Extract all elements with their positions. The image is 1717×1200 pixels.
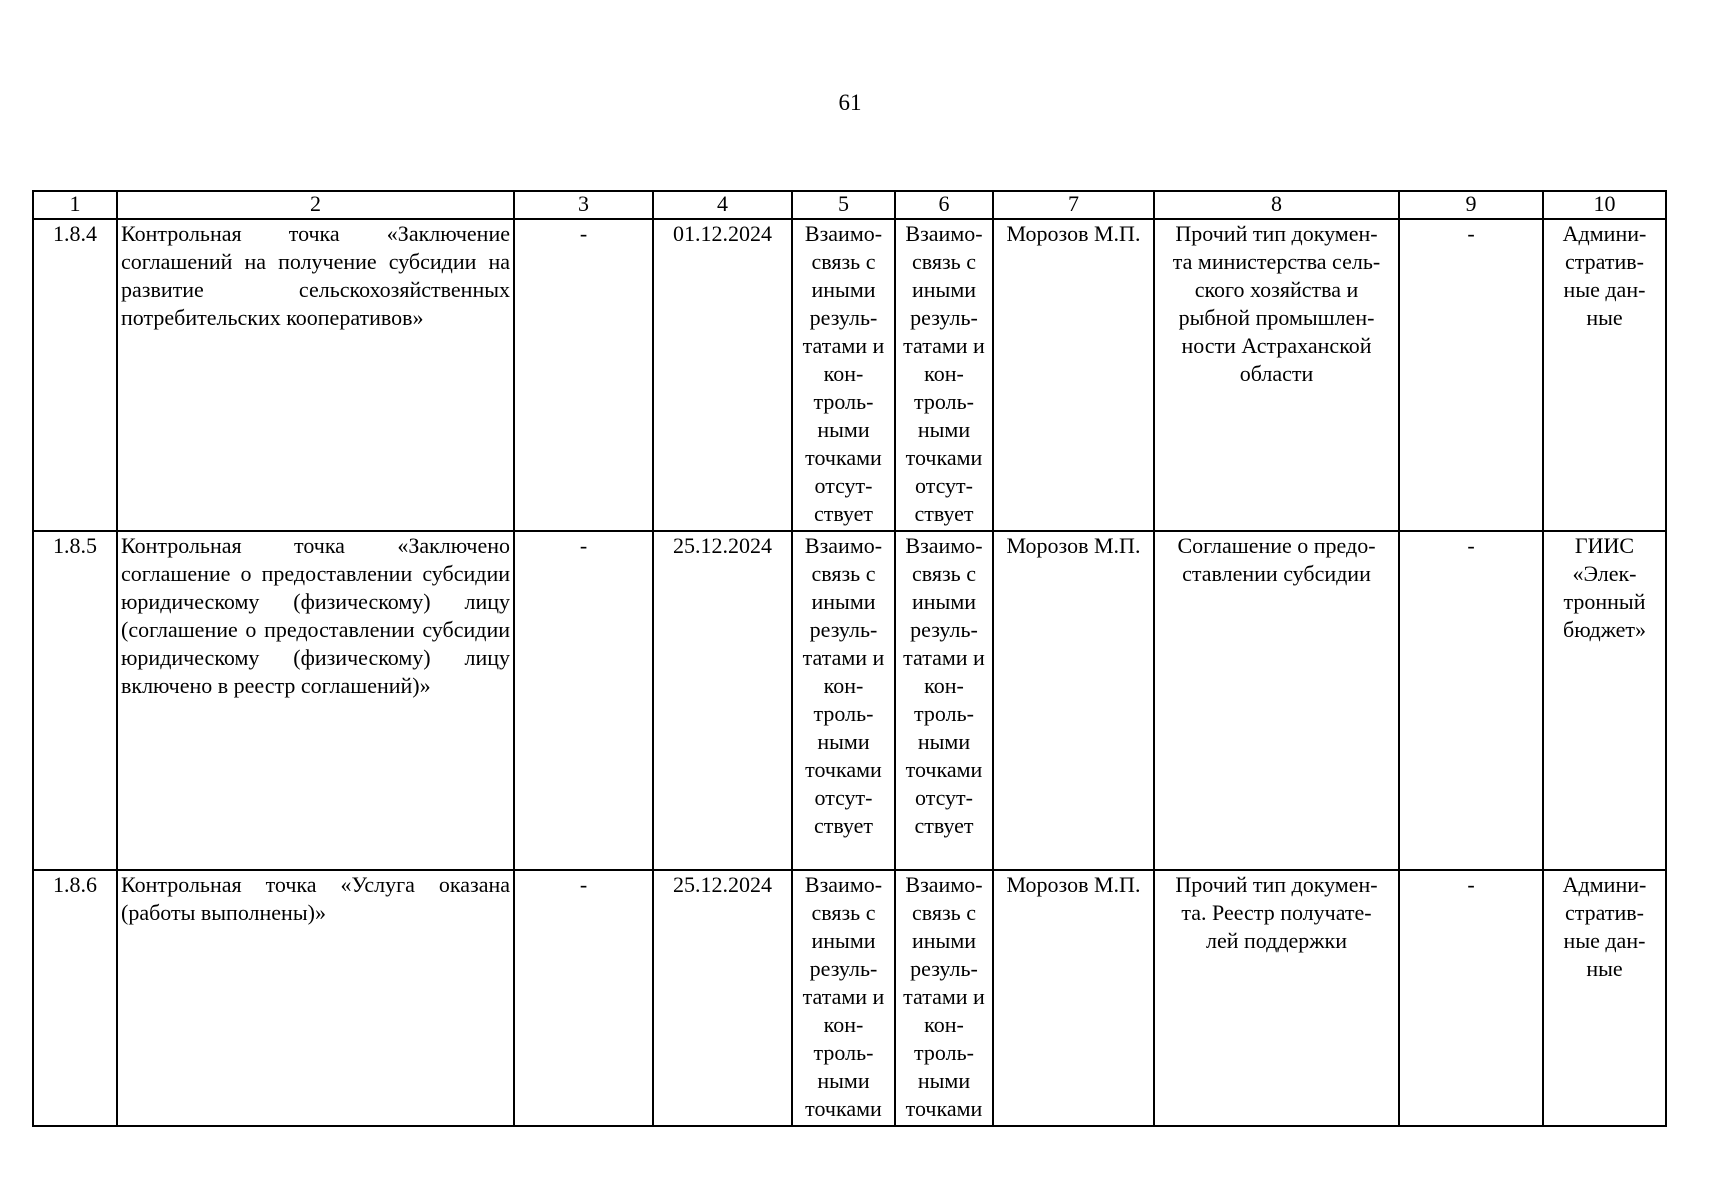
row-col6-line: связь с [912,900,976,925]
row-col9: - [1399,219,1543,531]
row-source-line: Админи- [1562,872,1647,897]
row-number: 1.8.6 [33,870,117,1126]
row-document-line: Соглашение о предо- [1177,533,1376,558]
row-date: 01.12.2024 [653,219,792,531]
row-col3: - [514,870,653,1126]
row-date: 25.12.2024 [653,870,792,1126]
row-col5-line: Взаимо- [804,872,883,897]
row-col6-line: отсут- [914,473,973,498]
row-number: 1.8.4 [33,219,117,531]
row-col6 [895,219,993,531]
row-document-line: ставлении субсидии [1182,561,1371,586]
row-col6-line: резуль- [910,617,978,642]
col-header-8: 8 [1154,191,1399,219]
row-document [1154,531,1399,870]
col-header-7: 7 [993,191,1154,219]
row-col6-line: Взаимо- [905,533,983,558]
row-col5-line: точками [805,757,882,782]
row-document-line: рыбной промышлен- [1178,305,1375,330]
row-source-line: «Элек- [1572,561,1637,586]
row-source-line: стратив- [1565,249,1644,274]
row-col5 [792,219,895,531]
row-col6-line: татами и [903,645,985,670]
row-col5-line: ными [817,729,870,754]
row-col6-line: кон- [924,673,964,698]
row-document-line: Прочий тип докумен- [1175,221,1378,246]
row-col5-line: точками [805,445,882,470]
table-row [33,870,1666,1126]
page-number: 61 [838,90,862,115]
row-source-line: бюджет» [1563,617,1646,642]
row-source-line: ные [1586,956,1623,981]
row-col5 [792,870,895,1126]
row-responsible: Морозов М.П. [993,870,1154,1126]
row-description: Контрольная точка «Услуга оказана (работы выполнены)» [117,870,514,1126]
row-col5-line: иными [811,928,876,953]
row-col6-line: резуль- [910,305,978,330]
row-number: 1.8.5 [33,531,117,870]
col-header-9: 9 [1399,191,1543,219]
col-header-1: 1 [33,191,117,219]
row-source-line: Админи- [1562,221,1647,246]
col-header-3: 3 [514,191,653,219]
row-document [1154,870,1399,1126]
row-source-line: ные дан- [1563,928,1646,953]
col-header-4: 4 [653,191,792,219]
row-col5-line: Взаимо- [804,221,883,246]
row-source-line: ГИИС [1574,533,1635,558]
row-col5-line: резуль- [809,956,878,981]
row-date: 25.12.2024 [653,531,792,870]
row-document-line: области [1239,361,1314,386]
row-document-line: ности Астраханской [1181,333,1372,358]
row-col5-line: связь с [811,561,876,586]
row-col6-line: иными [911,277,977,302]
row-col5-line: ными [817,417,870,442]
row-col3: - [514,531,653,870]
row-col6-line: отсут- [914,785,973,810]
col-header-5: 5 [792,191,895,219]
row-source [1543,531,1666,870]
row-col5-line: ными [817,1068,870,1093]
row-col5-line: Взаимо- [804,533,883,558]
row-col5-line: троль- [813,1040,874,1065]
row-description: Контрольная точка «Заключение соглашений на получение субсидии на развитие сельскохозяйственных потребительских кооперативов» [117,219,514,531]
row-source-line: ные дан- [1563,277,1646,302]
table-row [33,219,1666,531]
row-col6-line: Взаимо- [905,221,983,246]
row-source [1543,870,1666,1126]
row-responsible: Морозов М.П. [993,219,1154,531]
row-col9: - [1399,870,1543,1126]
row-col6-line: ными [917,1068,971,1093]
row-col6-line: троль- [914,701,974,726]
row-source-line: тронный [1563,589,1646,614]
row-col5-line: отсут- [814,785,873,810]
row-col6-line: ствует [914,501,974,526]
row-col6-line: связь с [912,561,976,586]
row-document-line: та. Реестр получате- [1181,900,1372,925]
row-col6-line: кон- [924,1012,964,1037]
row-col6-line: кон- [924,361,964,386]
row-document-line: лей поддержки [1206,928,1347,953]
col-header-6: 6 [895,191,993,219]
header-row [33,191,1666,219]
row-col5-line: татами и [802,333,885,358]
row-col5-line: ствует [813,813,874,838]
row-col5-line: татами и [802,645,885,670]
row-col6-line: связь с [912,249,976,274]
row-col6-line: иными [911,928,977,953]
row-col6-line: ствует [914,813,974,838]
row-document-line: Прочий тип докумен- [1175,872,1378,897]
row-col6-line: Взаимо- [905,872,983,897]
row-description: Контрольная точка «Заключено соглашение о предоставлении субсидии юридическому (физическому) лицу (соглашение о предоставлении субсидии юридическому (физическому) лицу включено в реестр соглашений)» [117,531,514,870]
row-col5 [792,531,895,870]
row-col5-line: кон- [823,673,864,698]
row-responsible: Морозов М.П. [993,531,1154,870]
table-row [33,531,1666,870]
row-col6-line: иными [911,589,977,614]
row-source-line: ные [1586,305,1623,330]
row-col5-line: кон- [823,361,864,386]
row-col5-line: связь с [811,249,876,274]
row-source-line: стратив- [1565,900,1644,925]
row-col6 [895,531,993,870]
col-header-10: 10 [1543,191,1666,219]
row-col5-line: троль- [813,701,874,726]
row-col3: - [514,219,653,531]
row-col6-line: точками [905,445,983,470]
col-header-2: 2 [117,191,514,219]
row-source [1543,219,1666,531]
row-col5-line: кон- [823,1012,864,1037]
row-col9: - [1399,531,1543,870]
row-document-line: ского хозяйства и [1194,277,1359,302]
row-col5-line: точками [805,1096,882,1121]
row-col6 [895,870,993,1126]
row-col5-line: татами и [802,984,885,1009]
row-col5-line: иными [811,589,876,614]
row-col5-line: отсут- [814,473,873,498]
row-col6-line: ными [917,729,971,754]
plan-table [32,190,1667,1127]
row-col6-line: троль- [914,389,974,414]
row-document-line: та министерства сель- [1172,249,1381,274]
row-col5-line: резуль- [809,305,878,330]
row-col6-line: точками [905,1096,983,1121]
row-document [1154,219,1399,531]
row-col5-line: связь с [811,900,876,925]
row-col6-line: татами и [903,984,985,1009]
row-col5-line: резуль- [809,617,878,642]
row-col6-line: татами и [903,333,985,358]
row-col5-line: троль- [813,389,874,414]
row-col5-line: иными [811,277,876,302]
row-col6-line: ными [917,417,971,442]
row-col6-line: резуль- [910,956,978,981]
row-col6-line: точками [905,757,983,782]
row-col6-line: троль- [914,1040,974,1065]
row-col5-line: ствует [813,501,874,526]
